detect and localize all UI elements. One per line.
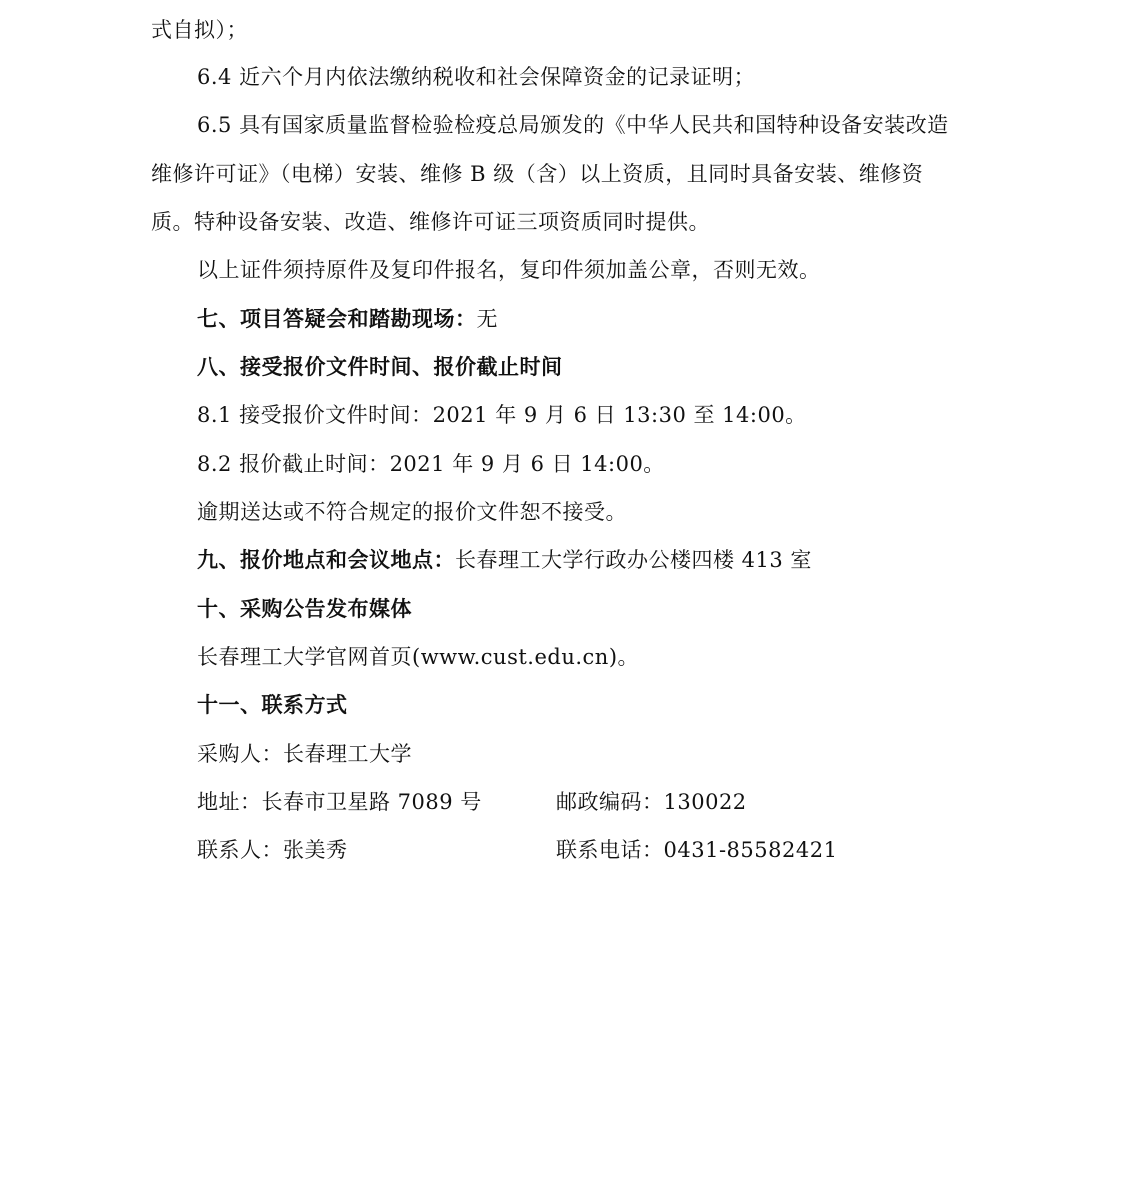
certificate-note: 以上证件须持原件及复印件报名，复印件须加盖公章，否则无效。 [197,258,821,282]
section-10-value: 长春理工大学官网首页(www.cust.edu.cn)。 [197,645,640,669]
text-line-continuation: 式自拟）； [151,18,248,42]
section-7-value: 无 [476,307,498,331]
section-9 [197,545,812,575]
late-submission-note: 逾期送达或不符合规定的报价文件恕不接受。 [197,500,627,524]
section-11-heading: 十一、联系方式 [197,693,348,717]
section-8-heading: 八、接受报价文件时间、报价截止时间 [197,355,563,379]
postcode: 邮政编码：130022 [556,790,747,814]
item-6-5-line-1: 6.5 具有国家质量监督检验检疫总局颁发的《中华人民共和国特种设备安装改造 [197,113,949,137]
item-8-2: 8.2 报价截止时间：2021 年 9 月 6 日 14:00。 [197,452,665,476]
section-7-heading: 七、项目答疑会和踏勘现场： [197,307,477,331]
item-8-1: 8.1 接受报价文件时间：2021 年 9 月 6 日 13:30 至 14:00。 [197,403,807,427]
item-6-4: 6.4 近六个月内依法缴纳税收和社会保障资金的记录证明； [197,65,756,89]
item-6-5-line-3: 质。特种设备安装、改造、维修许可证三项资质同时提供。 [151,210,710,234]
contact-person: 联系人：张美秀 [197,838,348,862]
section-7 [197,304,498,334]
item-6-5-line-2: 维修许可证》（电梯）安装、维修 B 级（含）以上资质，且同时具备安装、维修资 [151,162,924,186]
section-9-value: 长春理工大学行政办公楼四楼 413 室 [455,548,812,572]
section-9-heading: 九、报价地点和会议地点： [197,548,455,572]
purchaser: 采购人：长春理工大学 [197,742,412,766]
contact-phone: 联系电话：0431-85582421 [556,838,838,862]
address: 地址：长春市卫星路 7089 号 [197,790,482,814]
section-10-heading: 十、采购公告发布媒体 [197,597,412,621]
